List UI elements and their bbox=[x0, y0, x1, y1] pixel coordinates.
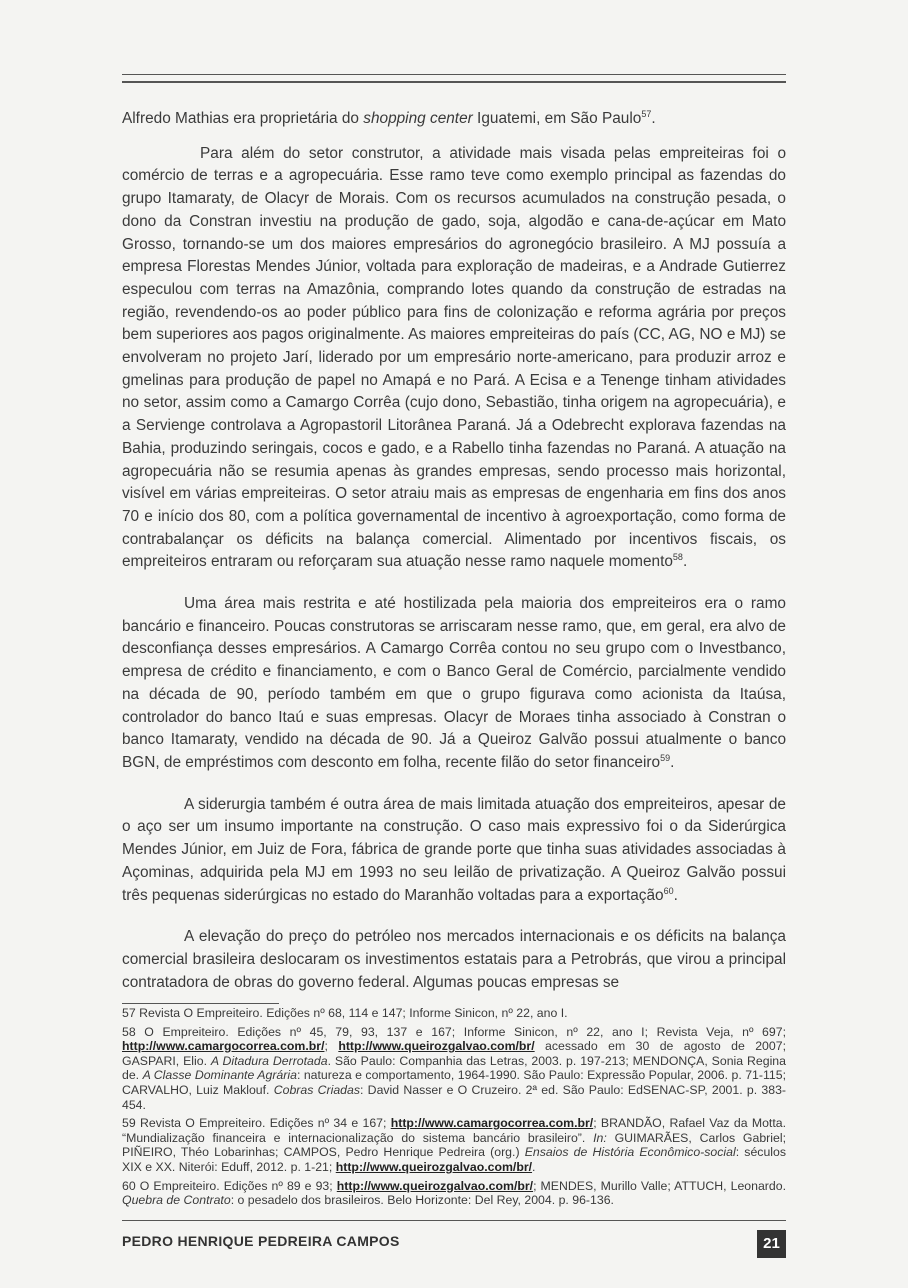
paragraph-siderurgia: A siderurgia também é outra área de mais limitada atuação dos empreiteiros, apesar de o aço ser um insumo importante na construção. O caso mais expressivo foi o da Siderúrgica Mendes Júnior, em Juiz de Fora, fábrica de grande porte que tinha suas atividades associadas à Açominas, adquirida pela MJ em 1993 no seu leilão de privatização. A Queiroz Galvão possui três pequenas siderúrgicas no estado do Maranhão voltadas para a exportação$^{60}$. bbox=[122, 795, 786, 904]
footnote-58: 58 O Empreiteiro. Edições nº 45, 79, 93, 137 e 167; Informe Sinicon, nº 22, ano I; Revista Veja, nº 697; http://www.camargocorrea.com.br/; http://www.queirozgalvao.com/br/ acessado em 30 de agosto de 2007; GASPARI, Elio. A Ditadura Derrotada. São Paulo: Companhia das Letras, 2003. p. 197-213; MENDONÇA, Sonia Regina de. A Classe Dominante Agrária: natureza e comportamento, 1964-1990. São Paulo: Expressão Popular, 2006. p. 71-115; CARVALHO, Luiz Maklouf. Cobras Criadas: David Nasser e O Cruzeiro. 2ª ed. São Paulo: EdSENAC-SP, 2001. p. 383-454. bbox=[122, 1024, 787, 1112]
paragraph-petroleo: A elevação do preço do petróleo nos mercados internacionais e os déficits na balança comercial brasileira deslocaram os investimentos estatais para a Petrobrás, que virou a principal contratadora de obras do governo federal. Algumas poucas empresas se bbox=[122, 928, 786, 991]
footnote-59: 59 Revista O Empreiteiro. Edições nº 34 e 167; http://www.camargocorrea.com.br/; BRANDÃO, Rafael Vaz da Motta. “Mundialização financeira e internacionalização do sistema bancário brasileiro”. In: GUIMARÃES, Carlos Gabriel; PIÑEIRO, Théo Lobarinhas; CAMPOS, Pedro Henrique Pedreira (org.) Ensaios de História Econômico-social: séculos XIX e XX. Niterói: Eduff, 2012. p. 1-21; http://www.queirozgalvao.com/br/. bbox=[122, 1116, 787, 1174]
link-queirozgalvao[interactable]: http://www.queirozgalvao.com/br/ bbox=[335, 1159, 533, 1174]
continued-paragraph: Alfredo Mathias era proprietária do shopping center Iguatemi, em São Paulo$^{57}$. bbox=[122, 108, 656, 127]
footer-author: PEDRO HENRIQUE PEDREIRA CAMPOS bbox=[122, 1233, 400, 1249]
header-rule bbox=[122, 74, 786, 83]
link-queirozgalvao[interactable]: http://www.queirozgalvao.com/br/ bbox=[336, 1178, 534, 1193]
footnote-ref-57[interactable]: 57 bbox=[641, 108, 652, 119]
footnote-rule bbox=[122, 1003, 279, 1004]
footnotes bbox=[122, 1006, 786, 1212]
link-camargocorrea[interactable]: http://www.camargocorrea.com.br/ bbox=[390, 1116, 594, 1131]
paragraph-bancario: Uma área mais restrita e até hostilizada pela maioria dos empreiteiros era o ramo bancário e financeiro. Poucas construtoras se arriscaram nesse ramo, que, em geral, era alvo de desconfiança desses empresários. A Camargo Corrêa contou no seu grupo com o Investbanco, empresa de crédito e financiamento, e com o Banco Geral de Comércio, parcialmente vendido na década de 90, período também em que o grupo figurava como acionista da Itaúsa, controlador do banco Itaú e suas empresas. Olacyr de Moraes tinha associado à Constran o banco Itamaraty, vendido na década de 90. Já a Queiroz Galvão possui atualmente o banco BGN, de empréstimos com desconto em folha, recente filão do setor financeiro$^{59}$. bbox=[122, 595, 786, 771]
link-queirozgalvao[interactable]: http://www.queirozgalvao.com/br/ bbox=[338, 1039, 535, 1054]
footnote-ref-59[interactable]: 59 bbox=[660, 752, 671, 763]
page-number: 21 bbox=[757, 1230, 786, 1258]
paragraph-agropecuaria: Para além do setor construtor, a atividade mais visada pelas empreiteiras foi o comércio de terras e a agropecuária. Esse ramo teve como exemplo principal as fazendas do grupo Itamaraty, de Olacyr de Morais. Com os recursos acumulados na construção pesada, o dono da Constran investiu na produção de gado, soja, algodão e cana-de-açúcar em Mato Grosso, tornando-se um dos maiores empresários do agronegócio brasileiro. A MJ possuía a empresa Florestas Mendes Júnior, voltada para exploração de madeiras, e a Andrade Gutierrez especulou com terras na Amazônia, comprando lotes quando da construção de estradas na região, revendendo-os ao poder público para fins de colonização e reforma agrária por preços bem superiores aos pagos originalmente. As maiores empreiteiras do país (CC, AG, NO e MJ) se envolveram no projeto Jarí, liderado por um empresário norte-americano, para produzir arroz e gmelinas para produção de papel no Amapá e no Pará. A Ecisa e a Tenenge tinham atividades no setor, assim como a Camargo Corrêa (cujo dono, Sebastião, tinha origem na agropecuária), e a Servienge controlava a Agropastoril Litorânea Paraná. Já a Odebrecht explorava fazendas na Bahia, produzindo seringais, cocos e gado, e a Rabello tinha fazendas no Paraná. A atuação na agropecuária não se resumia apenas às grandes empresas, sendo processo mais horizontal, visível em várias empreiteiras. O setor atraiu mais as empresas de engenharia em fins dos anos 70 e início dos 80, com a política governamental de incentivo à agroexportação, como forma de contrabalançar os déficits na balança comercial. Alimentado por incentivos fiscais, os empreiteiros entraram ou reforçaram sua atuação nesse ramo naquele momento$^{58}$. bbox=[122, 144, 786, 571]
footnote-ref-58[interactable]: 58 bbox=[672, 552, 683, 563]
main-text bbox=[122, 108, 786, 994]
footnote-57: 57 Revista O Empreiteiro. Edições nº 68, 114 e 147; Informe Sinicon, nº 22, ano I. bbox=[122, 1006, 568, 1020]
footer-rule bbox=[122, 1220, 786, 1221]
link-camargocorrea[interactable]: http://www.camargocorrea.com.br/ bbox=[122, 1039, 325, 1054]
footnote-ref-60[interactable]: 60 bbox=[663, 885, 674, 896]
footnote-60: 60 O Empreiteiro. Edições nº 89 e 93; http://www.queirozgalvao.com/br/; MENDES, Murillo Valle; ATTUCH, Leonardo. Quebra de Contrato: o pesadelo dos brasileiros. Belo Horizonte: Del Rey, 2004. p. 96-136. bbox=[122, 1178, 786, 1208]
